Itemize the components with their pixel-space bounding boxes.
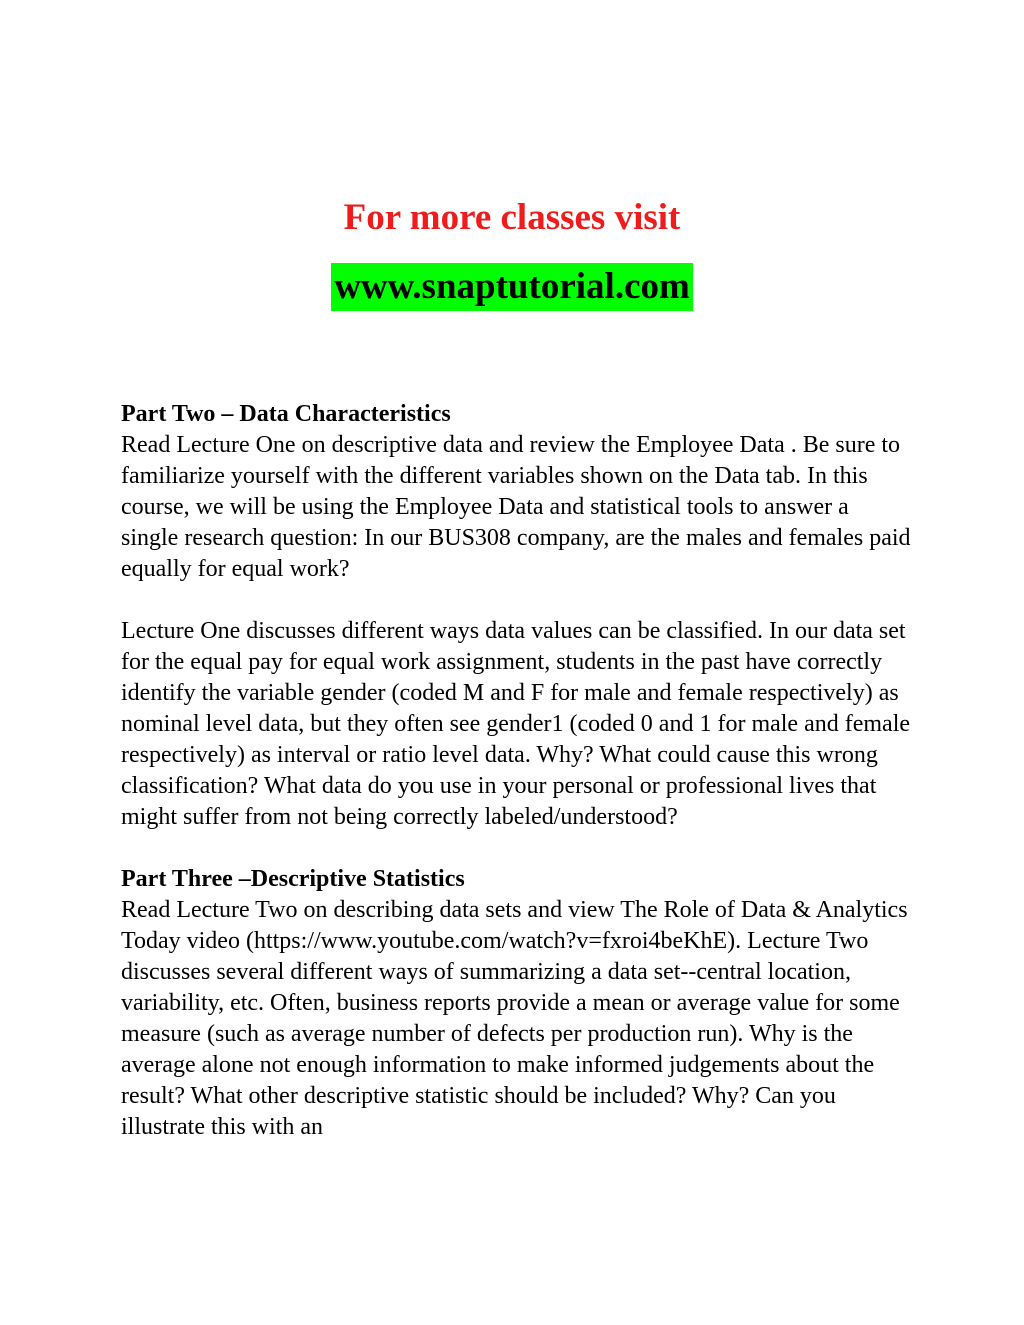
paragraph-part-two-1: Read Lecture One on descriptive data and review the Employee Data . Be sure to familiarize yourself with the different variables shown on the Data tab. In this course, we will be using the Employee Data and statistical tools to answer a single research question: In our BUS308 company, are the males and females paid equally for equal work? [121,432,911,582]
paragraph-part-three-1: Read Lecture Two on describing data sets and view The Role of Data & Analytics Today video (https://www.youtube.com/watch?v=fxroi4beKhE). Lecture Two discusses several different ways of summarizing a data set--central location, variability, etc. Often, business reports provide a mean or average value for some measure (such as average number of defects per production run). Why is the average alone not enough information to make informed judgements about the result? What other descriptive statistic should be included? Why? Can you illustrate this with an [121,897,908,1140]
section-part-three [121,864,911,1143]
document-body [121,399,911,1143]
section-heading-part-two: Part Two – Data Characteristics [121,401,451,427]
section-heading-part-three: Part Three –Descriptive Statistics [121,866,465,892]
paragraph-spacer [121,585,911,616]
promo-title: For more classes visit [343,197,681,238]
promo-url-link[interactable]: www.snaptutorial.com [331,263,693,311]
section-spacer [121,833,911,864]
promo-url-container [0,263,1024,311]
section-part-two [121,399,911,833]
paragraph-part-two-2: Lecture One discusses different ways data values can be classified. In our data set for the equal pay for equal work assignment, students in the past have correctly identify the variable gender (coded M and F for male and female respectively) as nominal level data, but they often see gender1 (coded 0 and 1 for male and female respectively) as interval or ratio level data. Why? What could cause this wrong classification? What data do you use in your personal or professional lives that might suffer from not being correctly labeled/understood? [121,618,911,830]
